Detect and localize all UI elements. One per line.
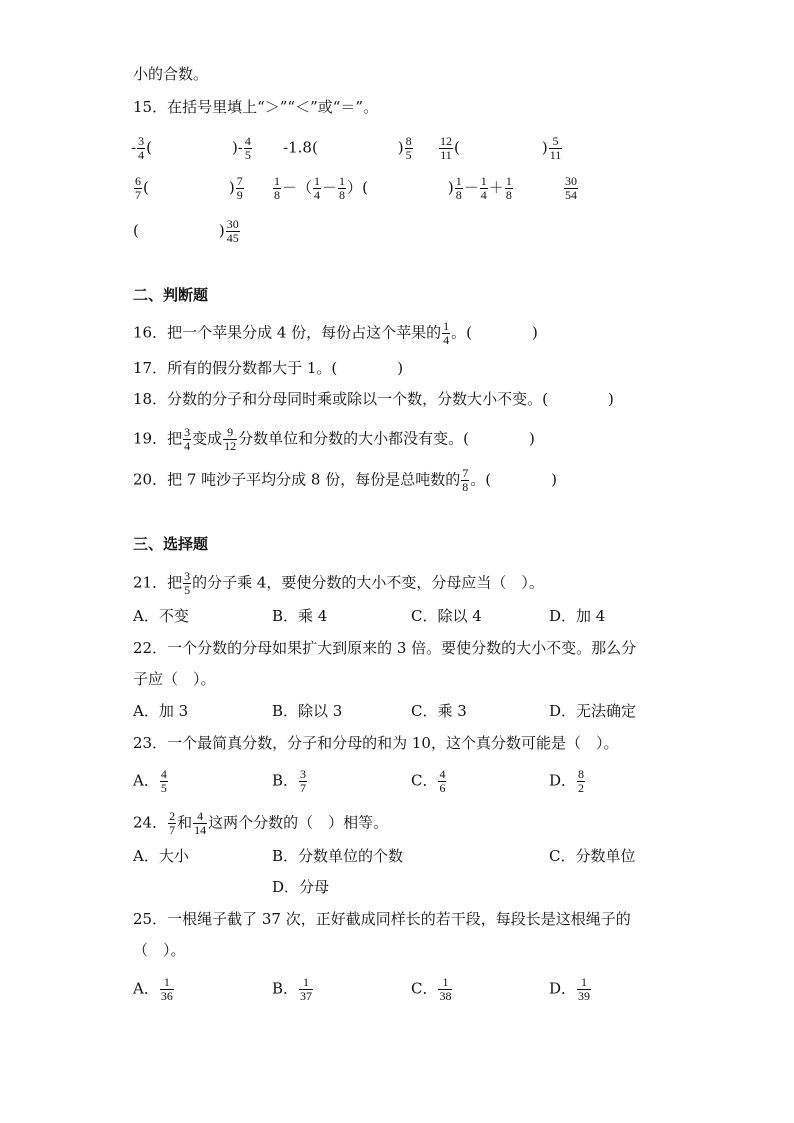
q21-option-c[interactable]: C．除以 4 [411,607,482,625]
question-25-line1: 25．一根绳子截了 37 次，正好截成同样长的若干段，每段长是这根绳子的 [133,910,631,928]
minus-sign: - [131,138,137,157]
q15-item-4: $\frac{6}{7}$ ( ) $\frac{7}{9}$ [135,174,243,202]
blank-open[interactable]: ( [311,138,318,157]
q25-option-a[interactable]: A． $\frac{1}{36}$ [133,975,173,1003]
question-21: 21．把 $\frac{3}{5}$ 的分子乘 4，要使分数的大小不变，分母应当（ ）。 [133,569,544,597]
fraction-4-5: $\frac{4}{5}$ [244,134,251,162]
q22-option-c[interactable]: C．乘 3 [411,702,467,720]
q15-item-1: - $\frac{3}{4}$ ( )- $\frac{4}{5}$ [131,134,251,162]
q23-option-a[interactable]: A． $\frac{4}{5}$ [133,767,167,795]
question-24: 24． $\frac{2}{7}$ 和 $\frac{4}{14}$ 这两个分数的（ ）相等。 [133,809,389,837]
question-17: 17．所有的假分数都大于 1。( ) [133,359,404,377]
question-22-line2: 子应（ ）。 [133,670,216,688]
q22-option-d[interactable]: D．无法确定 [549,702,637,720]
fraction-8-5: $\frac{8}{5}$ [405,134,412,162]
q21-option-b[interactable]: B．乘 4 [272,607,328,625]
blank-open[interactable]: ( [133,221,139,240]
question-15-stem: 15．在括号里填上“＞”“＜”或“＝”。 [133,98,379,116]
fraction-30-45: $\frac{30}{45}$ [226,217,239,245]
blank-open[interactable]: ( [362,178,368,197]
q24-option-d[interactable]: D．分母 [272,878,330,896]
question-22-line1: 22．一个分数的分母如果扩大到原来的 3 倍。要使分数的大小不变。那么分 [133,639,637,657]
blank-close: ) [231,138,238,157]
question-18: 18．分数的分子和分母同时乘或除以一个数，分数大小不变。( ) [133,390,614,408]
fraction-5-11: $\frac{5}{11}$ [549,134,562,162]
fraction-12-11: $\frac{12}{11}$ [440,134,452,162]
q23-option-b[interactable]: B． $\frac{3}{7}$ [272,767,307,795]
section-title-choice: 三、选择题 [133,535,209,553]
q22-option-a[interactable]: A．加 3 [133,702,189,720]
question-23: 23．一个最简真分数，分子和分母的和为 10，这个真分数可能是（ ）。 [133,734,619,752]
q25-option-c[interactable]: C． $\frac{1}{38}$ [411,975,452,1003]
fraction-7-9: $\frac{7}{9}$ [236,174,243,202]
blank-open[interactable]: ( [454,138,460,157]
q21-option-d[interactable]: D．加 4 [549,607,606,625]
q25-option-d[interactable]: D． $\frac{1}{39}$ [549,975,591,1003]
carry-over-text: 小的合数。 [133,65,209,83]
q24-option-c[interactable]: C．分数单位 [549,847,636,865]
q15-item-6-right: ( ) $\frac{30}{45}$ [133,217,239,245]
q21-option-a[interactable]: A．不变 [133,607,189,625]
question-16: 16．把一个苹果分成 4 份，每份占这个苹果的 $\frac{1}{4}$ 。( ) [133,319,538,347]
q25-option-b[interactable]: B． $\frac{1}{37}$ [272,975,313,1003]
fraction-6-7: $\frac{6}{7}$ [135,174,141,202]
blank-open[interactable]: ( [143,178,149,197]
q15-item-6-left [563,175,579,202]
fraction-30-54: $\frac{30}{54}$ [565,174,577,202]
q15-item-5: $\frac{1}{8}$ －（ $\frac{1}{4}$ － $\frac{1}{8}$ ）( ) $\frac{1}{8}$ － $\frac{1}{4}$ ＋ $\frac{1}{8}$ [274,174,512,202]
q23-option-d[interactable]: D． $\frac{8}{2}$ [549,767,585,795]
question-19: 19．把 $\frac{3}{4}$ 变成 $\frac{9}{12}$ 分数单位和分数的大小都没有变。( ) [133,425,535,453]
fraction-3-4: $\frac{3}{4}$ [138,134,145,162]
q24-option-b[interactable]: B．分数单位的个数 [272,847,404,865]
blank-open[interactable]: ( [146,138,152,157]
section-title-judgement: 二、判断题 [133,286,209,304]
question-20: 20．把 7 吨沙子平均分成 8 份，每份是总吨数的 $\frac{7}{8}$ 。( ) [133,466,557,494]
q15-item-3: $\frac{12}{11}$ ( ) $\frac{5}{11}$ [440,134,562,162]
q24-option-a[interactable]: A．大小 [133,847,189,865]
q22-option-b[interactable]: B．除以 3 [272,702,343,720]
q15-item-2: -1.8( ) $\frac{8}{5}$ [283,134,412,162]
q23-option-c[interactable]: C． $\frac{4}{6}$ [411,767,446,795]
question-25-line2: （ ）。 [133,941,186,959]
